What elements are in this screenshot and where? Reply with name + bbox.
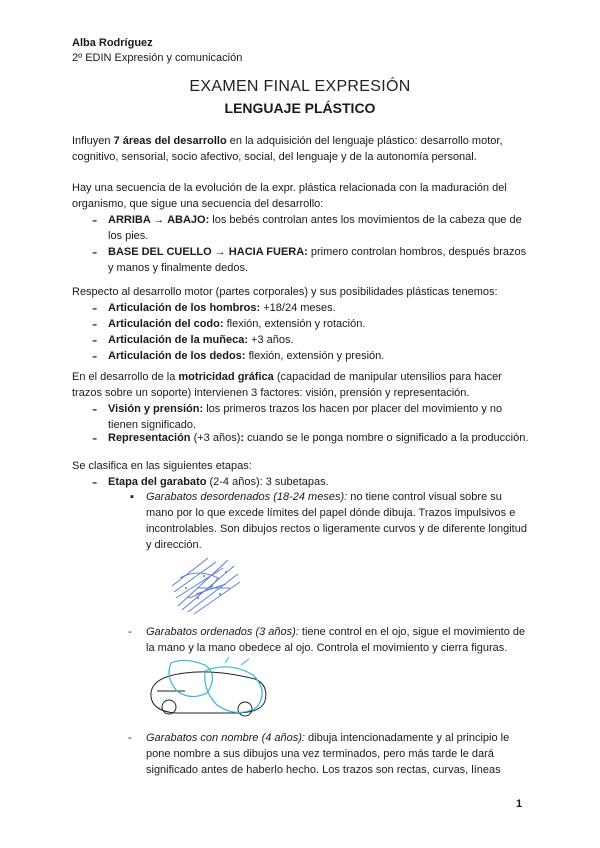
graphic-bold: motricidad gráfica [178, 371, 274, 383]
list-item [108, 348, 533, 364]
intro-prefix: Influyen [72, 135, 114, 147]
substage-text: dibuja intencionadamente y al principio le pone nombre a sus dibujos una vez terminados, pero más tarde le dará significado antes de haberlo hecho. Los trazos son rectas, curvas, líneas [146, 732, 510, 776]
item-bold-colon: : [240, 432, 245, 444]
course-name: 2º EDIN Expresión y comunicación [72, 52, 243, 64]
list-item [108, 316, 533, 332]
graphic-paragraph [72, 369, 532, 401]
substage-italic: Garabatos desordenados (18-24 meses): [146, 491, 348, 503]
list-dash: - [92, 300, 98, 317]
stage-item [108, 474, 533, 490]
substage-text: tiene control en el ojo, sigue el movimiento de la mano y la mano obedece al ojo. Controla el movimiento y cierra figuras. [146, 626, 526, 654]
substage-item [146, 730, 531, 778]
list-item [108, 401, 533, 433]
intro-text: en la adquisición del lenguaje plástico: desarrollo motor, cognitivo, sensorial, socio afectivo, social, del lenguaje y de la autonomía personal. [72, 135, 503, 163]
intro-paragraph [72, 133, 532, 165]
sequence-paragraph: Hay una secuencia de la evolución de la expr. plástica relacionada con la maduración del organismo, que sigue una secuencia del desarrollo: [72, 182, 507, 210]
substage-text: no tiene control visual sobre su mano por lo que excede límites del papel dónde dibuja. Trazos impulsivos e incontrolables. Son dibujos rectos o ligeramente curvos y de diferente longitud y dirección. [146, 491, 527, 551]
intro-bold: 7 áreas del desarrollo [113, 135, 227, 147]
substage-italic: Garabatos con nombre (4 años): [146, 732, 305, 744]
stages-intro: Se clasifica en las siguientes etapas: [72, 460, 252, 472]
page-title: EXAMEN FINAL EXPRESIÓN [189, 78, 411, 95]
item-bold: ARRIBA → ABAJO: [108, 214, 210, 226]
list-dash: - [92, 348, 98, 365]
list-item [108, 244, 533, 276]
list-dash: - [92, 332, 98, 349]
list-dash: - [92, 212, 98, 229]
stage-text: (2-4 años): 3 subetapas. [206, 476, 329, 488]
item-bold: BASE DEL CUELLO → HACIA FUERA: [108, 246, 308, 258]
list-item [108, 212, 533, 244]
item-bold: Representación [108, 432, 191, 444]
scribble-drawing-ordered [145, 655, 275, 725]
item-text: los primeros trazos los hacen por placer del movimiento y no tienen significado. [108, 403, 503, 431]
item-text: +3 años. [247, 334, 294, 346]
motor-paragraph: Respecto al desarrollo motor (partes corporales) y sus posibilidades plásticas tenemos: [72, 286, 498, 298]
list-dash: - [92, 474, 98, 491]
page-subtitle: LENGUAJE PLÁSTICO [224, 100, 376, 116]
substage-item [146, 624, 531, 656]
item-bold: Articulación del codo: [108, 318, 224, 330]
graphic-prefix: En el desarrollo de la [72, 371, 179, 383]
list-dash: - [92, 401, 98, 418]
substage-item [146, 489, 531, 553]
item-text: flexión, extensión y presión. [245, 350, 385, 362]
list-item [108, 332, 533, 348]
substage-italic: Garabatos ordenados (3 años): [146, 626, 299, 638]
list-dash: - [128, 626, 132, 638]
item-text: flexión, extensión y rotación. [223, 318, 366, 330]
author-name: Alba Rodríguez [72, 37, 153, 49]
list-dash: - [92, 430, 98, 447]
item-bold: Visión y prensión: [108, 403, 204, 415]
stage-bold: Etapa del garabato [108, 476, 207, 488]
item-text: +18/24 meses. [260, 302, 336, 314]
item-text: cuando se le ponga nombre o significado a la producción. [244, 432, 529, 444]
item-text: primero controlan hombros, después brazos y manos y finalmente dedos. [108, 246, 527, 274]
item-text-mid: (+3 años) [190, 432, 241, 444]
list-item [108, 300, 533, 316]
list-item [108, 430, 533, 446]
graphic-text: (capacidad de manipular utensilios para hacer trazos sobre un soporte) intervienen 3 factores: visión, prensión y representación. [72, 371, 502, 399]
item-bold: Articulación de la muñeca: [108, 334, 248, 346]
sub-bullet: ▪ [130, 491, 134, 503]
scribble-drawing-disordered [168, 548, 248, 618]
item-text: los bebés controlan antes los movimientos de la cabeza que de los pies. [108, 214, 522, 242]
list-dash: - [128, 732, 132, 744]
list-dash: - [92, 244, 98, 261]
item-bold: Articulación de los dedos: [108, 350, 246, 362]
page-number: 1 [516, 798, 523, 810]
item-bold: Articulación de los hombros: [108, 302, 261, 314]
list-dash: - [92, 316, 98, 333]
